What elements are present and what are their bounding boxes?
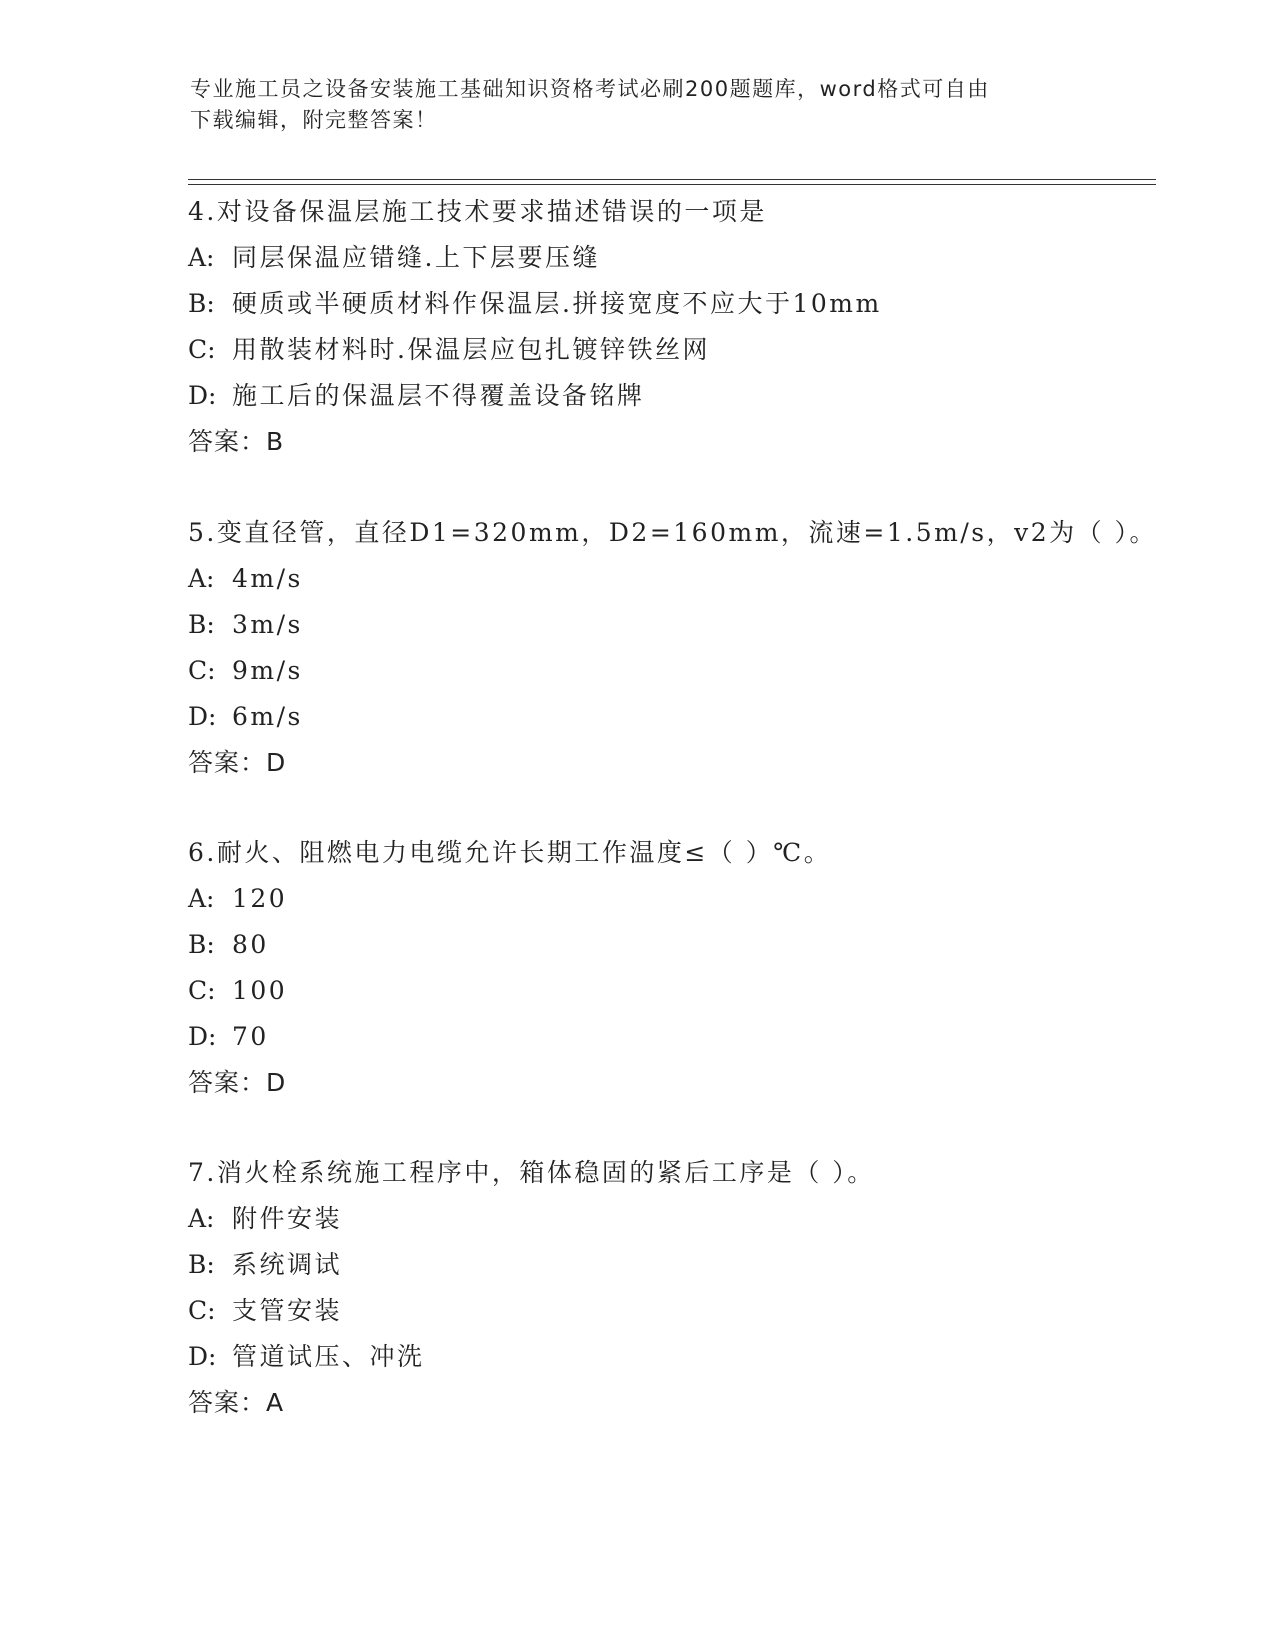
- option-b: [188, 281, 1188, 327]
- question-block: [188, 510, 1188, 786]
- option-d: [188, 1014, 1188, 1060]
- option-c: [188, 1288, 1188, 1334]
- answer-line: 答案：D: [188, 748, 287, 777]
- answer-line: 答案：D: [188, 1068, 287, 1097]
- question-text: 5.变直径管，直径D1=320mm，D2=160mm，流速=1.5m/s，v2为（ ）。: [188, 518, 1158, 547]
- option-letter: C:: [188, 976, 216, 1005]
- option-text: 100: [232, 976, 288, 1005]
- option-letter: D:: [188, 1342, 217, 1371]
- question-text: 4.对设备保温层施工技术要求描述错误的一项是: [188, 197, 767, 226]
- option-c: [188, 648, 1188, 694]
- answer-line: 答案：A: [188, 1388, 285, 1417]
- option-letter: B:: [188, 289, 215, 318]
- option-a: [188, 235, 1188, 281]
- option-letter: D:: [188, 1022, 217, 1051]
- header-divider-top: [188, 179, 1156, 180]
- header-line-2: 下载编辑，附完整答案！: [190, 108, 438, 132]
- option-text: 同层保温应错缝.上下层要压缝: [232, 243, 600, 272]
- option-text: 9m/s: [232, 656, 303, 685]
- option-letter: B:: [188, 1250, 215, 1279]
- option-text: 用散装材料时.保温层应包扎镀锌铁丝网: [232, 335, 710, 364]
- option-text: 硬质或半硬质材料作保温层.拼接宽度不应大于10mm: [232, 289, 882, 318]
- option-c: [188, 327, 1188, 373]
- option-a: [188, 1196, 1188, 1242]
- option-text: 施工后的保温层不得覆盖设备铭牌: [232, 381, 645, 410]
- question-text: 7.消火栓系统施工程序中，箱体稳固的紧后工序是（ ）。: [188, 1158, 875, 1187]
- option-b: [188, 922, 1188, 968]
- question-text: 6.耐火、阻燃电力电缆允许长期工作温度≤（ ）℃。: [188, 838, 832, 867]
- answer-line: 答案：B: [188, 427, 285, 456]
- option-letter: C:: [188, 1296, 216, 1325]
- option-text: 支管安装: [232, 1296, 343, 1325]
- option-c: [188, 968, 1188, 1014]
- question-block: [188, 189, 1188, 465]
- option-text: 附件安装: [232, 1204, 343, 1233]
- header-divider-bottom: [188, 184, 1156, 185]
- option-b: [188, 1242, 1188, 1288]
- option-text: 系统调试: [232, 1250, 343, 1279]
- option-d: [188, 694, 1188, 740]
- document-header: [190, 74, 1090, 136]
- option-letter: C:: [188, 656, 216, 685]
- header-line-1: 专业施工员之设备安装施工基础知识资格考试必刷200题题库，word格式可自由: [190, 77, 990, 101]
- option-text: 120: [232, 884, 288, 913]
- option-text: 70: [232, 1022, 269, 1051]
- option-b: [188, 602, 1188, 648]
- option-letter: A:: [188, 564, 215, 593]
- option-text: 6m/s: [232, 702, 303, 731]
- option-letter: D:: [188, 381, 217, 410]
- question-block: [188, 830, 1188, 1106]
- option-letter: B:: [188, 610, 215, 639]
- option-letter: A:: [188, 243, 215, 272]
- option-letter: B:: [188, 930, 215, 959]
- option-text: 3m/s: [232, 610, 303, 639]
- option-text: 管道试压、冲洗: [232, 1342, 425, 1371]
- option-a: [188, 876, 1188, 922]
- option-letter: A:: [188, 1204, 215, 1233]
- option-a: [188, 556, 1188, 602]
- option-text: 4m/s: [232, 564, 303, 593]
- option-text: 80: [232, 930, 269, 959]
- question-block: [188, 1150, 1188, 1426]
- option-letter: A:: [188, 884, 215, 913]
- option-letter: D:: [188, 702, 217, 731]
- option-d: [188, 373, 1188, 419]
- option-d: [188, 1334, 1188, 1380]
- option-letter: C:: [188, 335, 216, 364]
